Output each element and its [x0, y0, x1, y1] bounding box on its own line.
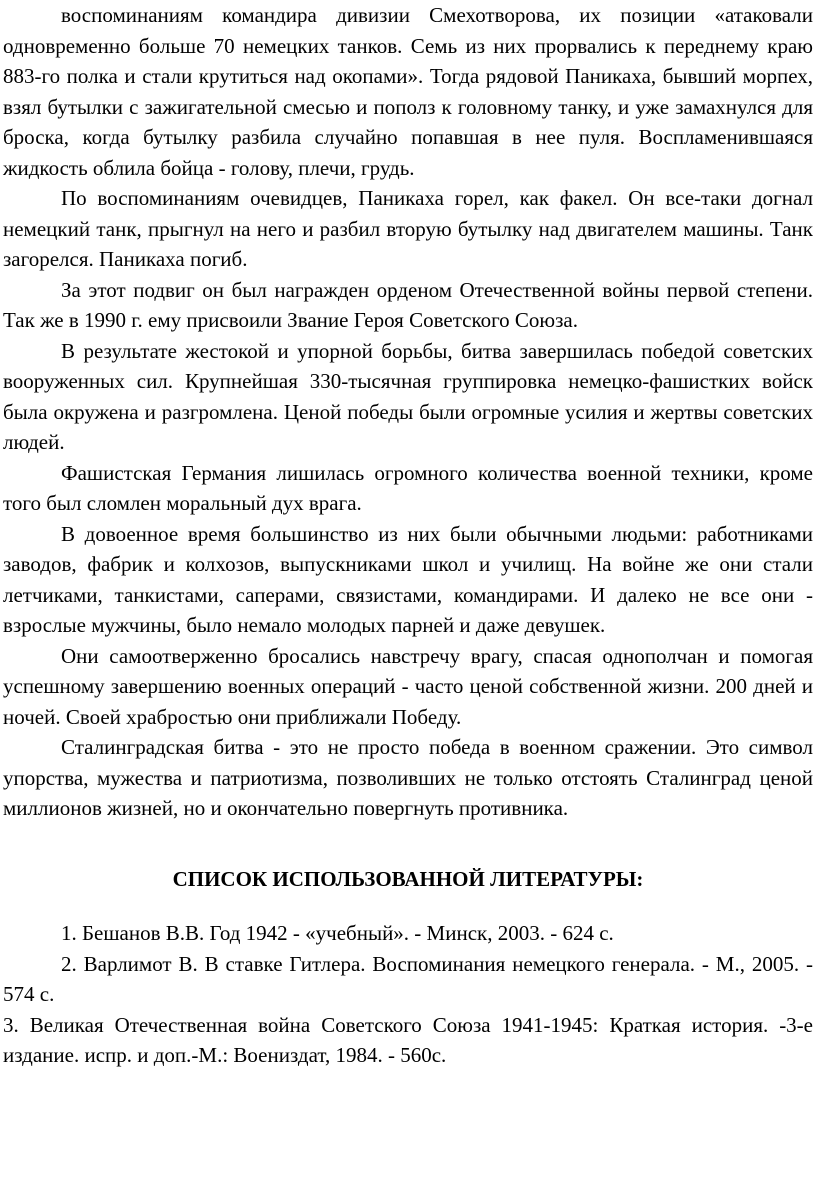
references-heading: СПИСОК ИСПОЛЬЗОВАННОЙ ЛИТЕРАТУРЫ: [172, 866, 644, 891]
reference-item-3: 3. Великая Отечественная война Советского Союза 1941-1945: Краткая история. -3-е издание. испр. и доп.-М.: Воениздат, 1984. - 560с. [3, 1012, 813, 1067]
body-paragraph-3: За этот подвиг он был награжден орденом Отечественной войны первой степени. Так же в 1990 г. ему присвоили Звание Героя Советского Союза. [3, 277, 813, 332]
body-paragraph-6: В довоенное время большинство из них были обычными людьми: работниками заводов, фабрик и колхозов, выпускниками школ и училищ. На войне же они стали летчиками, танкистами, саперами, связистами, командирами. И далеко не все они - взрослые мужчины, было немало молодых парней и даже девушек. [3, 521, 813, 637]
body-paragraph-2: По воспоминаниям очевидцев, Паникаха горел, как факел. Он все-таки догнал немецкий танк, прыгнул на него и разбил вторую бутылку над двигателем машины. Танк загорелся. Паникаха погиб. [3, 186, 813, 271]
body-paragraph-4: В результате жестокой и упорной борьбы, битва завершилась победой советских вооруженных сил. Крупнейшая 330-тысячная группировка немецко-фашистких войск была окружена и разгромлена. Ценой победы были огромные усилия и жертвы советских людей. [3, 338, 813, 454]
reference-item-1: 1. Бешанов В.В. Год 1942 - «учебный». - Минск, 2003. - 624 с. [61, 921, 614, 945]
body-paragraph-7: Они самоотверженно бросались навстречу врагу, спасая однополчан и помогая успешному завершению военных операций - часто ценой собственной жизни. 200 дней и ночей. Своей храбростью они приближали Победу. [3, 643, 813, 729]
reference-item-2: 2. Варлимот В. В ставке Гитлера. Воспоминания немецкого генерала. - М., 2005. - 574 с. [3, 951, 813, 1006]
body-paragraph-5: Фашистская Германия лишилась огромного количества военной техники, кроме того был сломлен моральный дух врага. [3, 460, 813, 515]
body-paragraph-8: Сталинградская битва - это не просто победа в военном сражении. Это символ упорства, мужества и патриотизма, позволивших не только отстоять Сталинград ценой миллионов жизней, но и окончательно повергнуть противника. [3, 735, 813, 820]
body-paragraph-1: воспоминаниям командира дивизии Смехотворова, их позиции «атаковали одновременно больше 70 немецких танков. Семь из них прорвались к переднему краю 883-го полка и стали крутиться над окопами». Тогда рядовой Паникаха, бывший морпех, взял бутылки с зажигательной смесью и пополз к головному танку, и уже замахнулся для броска, когда бутылку разбила случайно попавшая в нее пуля. Воспламенившаяся жидкость облила бойца - голову, плечи, грудь. [3, 3, 813, 180]
